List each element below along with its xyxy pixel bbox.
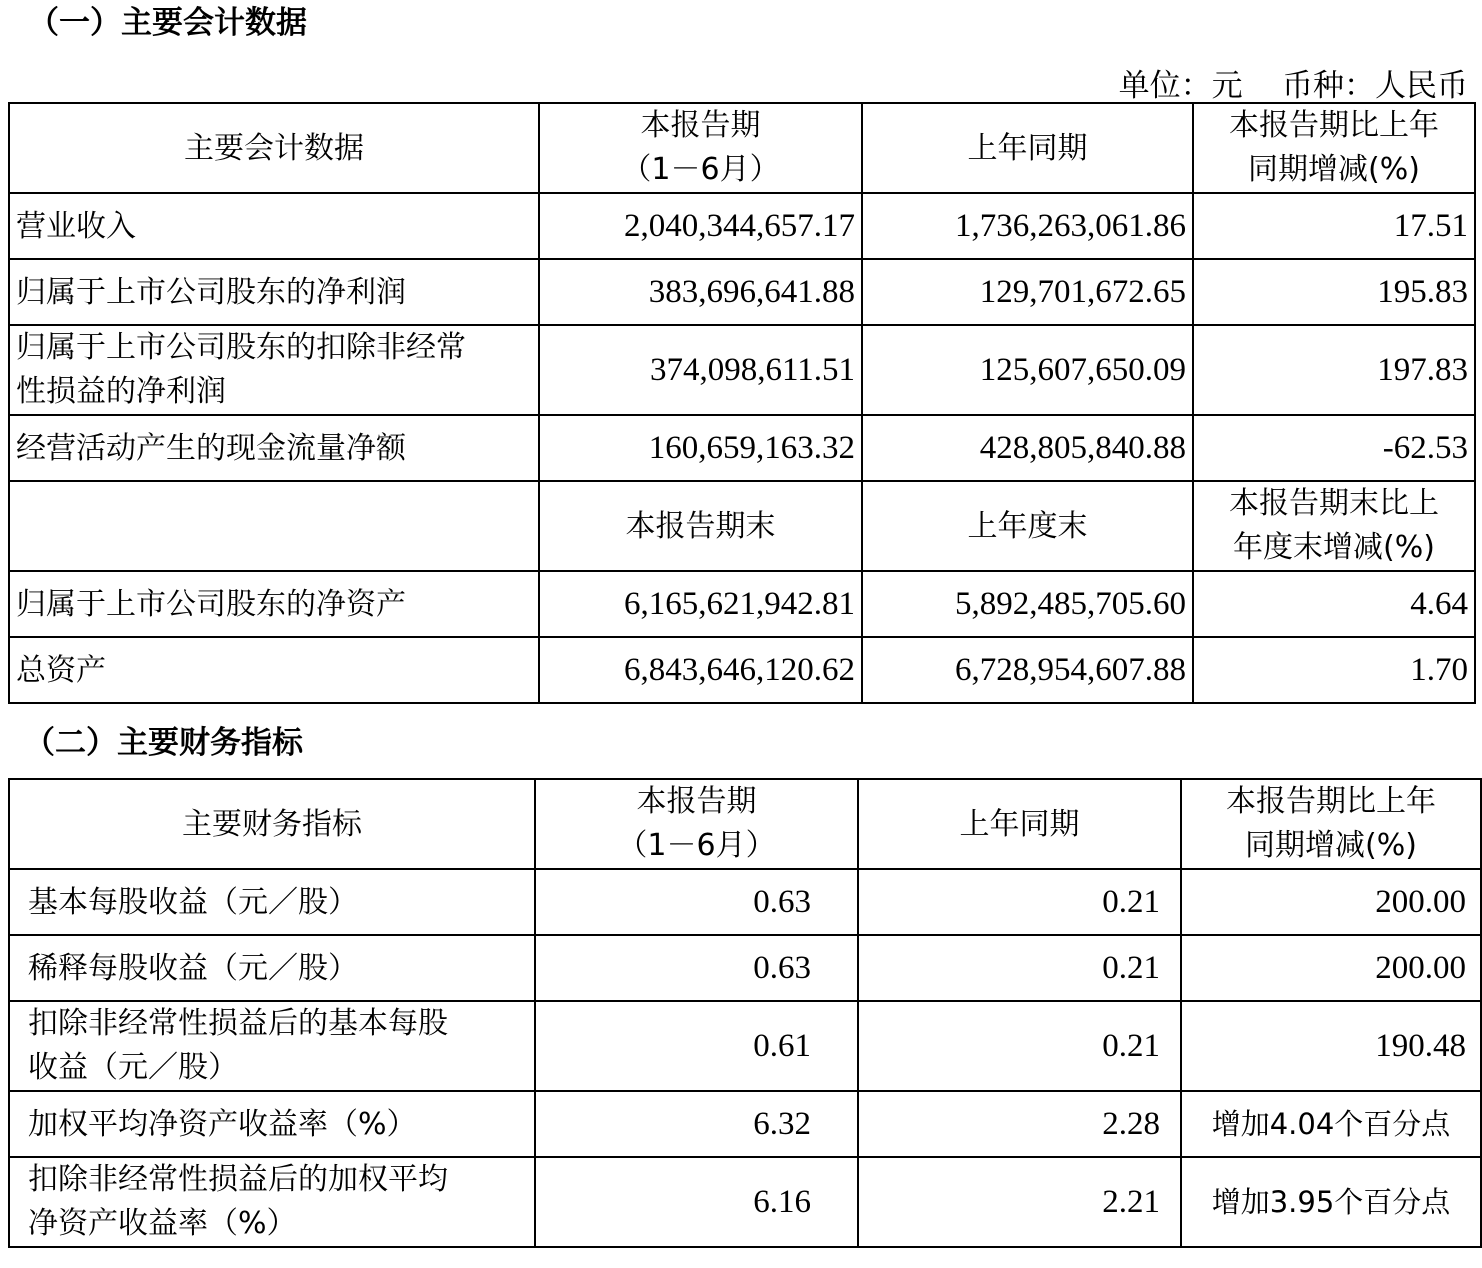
prior-value: 2.21: [858, 1157, 1181, 1247]
change-value: -62.53: [1193, 415, 1475, 481]
subheader-cell: 本报告期末: [539, 481, 862, 571]
current-value: 0.63: [535, 935, 858, 1001]
current-value: 160,659,163.32: [539, 415, 862, 481]
header-line: 同期增减(%): [1245, 828, 1417, 863]
header-cell: [1193, 103, 1475, 193]
change-value: 1.70: [1193, 637, 1475, 703]
table-header-row: [9, 103, 1475, 193]
current-value: 0.63: [535, 869, 858, 935]
table-row: [9, 259, 1475, 325]
header-line: 本报告期: [640, 108, 761, 143]
change-value: 200.00: [1181, 869, 1481, 935]
table-row: [9, 1091, 1481, 1157]
current-value: 383,696,641.88: [539, 259, 862, 325]
header-line: 本报告期比上年: [1229, 108, 1439, 143]
current-value: 374,098,611.51: [539, 325, 862, 415]
financial-indicators-table: [8, 778, 1482, 1248]
change-value: 4.64: [1193, 571, 1475, 637]
table-subheader-row: [9, 481, 1475, 571]
row-label: 加权平均净资产收益率（%）: [9, 1091, 535, 1157]
header-line: （1－6月）: [617, 828, 776, 863]
row-label: 营业收入: [9, 193, 539, 259]
prior-value: 0.21: [858, 935, 1181, 1001]
table-row: [9, 1157, 1481, 1247]
table-row: [9, 935, 1481, 1001]
table-row: [9, 415, 1475, 481]
change-value: 190.48: [1181, 1001, 1481, 1091]
table-row: [9, 637, 1475, 703]
header-cell: [539, 103, 862, 193]
current-value: 6,165,621,942.81: [539, 571, 862, 637]
row-label: [9, 1001, 535, 1091]
change-value: 200.00: [1181, 935, 1481, 1001]
subheader-line: 年度末增减(%): [1233, 530, 1435, 565]
subheader-cell: 上年度末: [862, 481, 1193, 571]
row-label: 归属于上市公司股东的净资产: [9, 571, 539, 637]
table-row: [9, 193, 1475, 259]
current-value: 6,843,646,120.62: [539, 637, 862, 703]
table-row: [9, 325, 1475, 415]
change-value: 增加4.04个百分点: [1181, 1091, 1481, 1157]
section-title-accounting-data: （一）主要会计数据: [28, 5, 307, 41]
row-label-line: 归属于上市公司股东的扣除非经常: [16, 330, 466, 365]
header-cell: [535, 779, 858, 869]
prior-value: 0.21: [858, 1001, 1181, 1091]
row-label-line: 收益（元／股）: [28, 1050, 238, 1085]
prior-value: 6,728,954,607.88: [862, 637, 1193, 703]
row-label-line: 性损益的净利润: [16, 374, 226, 409]
header-cell: 上年同期: [858, 779, 1181, 869]
table-row: [9, 1001, 1481, 1091]
subheader-line: 本报告期末比上: [1229, 486, 1439, 521]
current-value: 2,040,344,657.17: [539, 193, 862, 259]
prior-value: 125,607,650.09: [862, 325, 1193, 415]
subheader-cell: [9, 481, 539, 571]
current-value: 6.16: [535, 1157, 858, 1247]
section-title-financial-indicators: （二）主要财务指标: [24, 725, 303, 761]
prior-value: 0.21: [858, 869, 1181, 935]
current-value: 0.61: [535, 1001, 858, 1091]
header-line: 本报告期: [636, 784, 757, 819]
row-label: 归属于上市公司股东的净利润: [9, 259, 539, 325]
table-row: [9, 869, 1481, 935]
current-value: 6.32: [535, 1091, 858, 1157]
prior-value: 5,892,485,705.60: [862, 571, 1193, 637]
row-label: [9, 1157, 535, 1247]
header-line: 本报告期比上年: [1226, 784, 1436, 819]
row-label-line: 净资产收益率（%）: [28, 1206, 297, 1241]
header-cell: 上年同期: [862, 103, 1193, 193]
change-value: 17.51: [1193, 193, 1475, 259]
row-label: [9, 325, 539, 415]
header-line: 同期增减(%): [1248, 152, 1420, 187]
table-header-row: [9, 779, 1481, 869]
header-line: （1－6月）: [621, 152, 780, 187]
subheader-cell: [1193, 481, 1475, 571]
row-label: 基本每股收益（元／股）: [9, 869, 535, 935]
change-value: 197.83: [1193, 325, 1475, 415]
prior-value: 1,736,263,061.86: [862, 193, 1193, 259]
prior-value: 2.28: [858, 1091, 1181, 1157]
header-cell: 主要财务指标: [9, 779, 535, 869]
row-label-line: 扣除非经常性损益后的加权平均: [28, 1162, 448, 1197]
prior-value: 129,701,672.65: [862, 259, 1193, 325]
accounting-data-table: [8, 102, 1476, 704]
header-cell: [1181, 779, 1481, 869]
unit-currency-note: 单位：元 币种：人民币: [1118, 68, 1468, 104]
change-value: 增加3.95个百分点: [1181, 1157, 1481, 1247]
row-label: 总资产: [9, 637, 539, 703]
row-label-line: 扣除非经常性损益后的基本每股: [28, 1006, 448, 1041]
table-row: [9, 571, 1475, 637]
row-label: 稀释每股收益（元／股）: [9, 935, 535, 1001]
header-cell: 主要会计数据: [9, 103, 539, 193]
row-label: 经营活动产生的现金流量净额: [9, 415, 539, 481]
prior-value: 428,805,840.88: [862, 415, 1193, 481]
change-value: 195.83: [1193, 259, 1475, 325]
